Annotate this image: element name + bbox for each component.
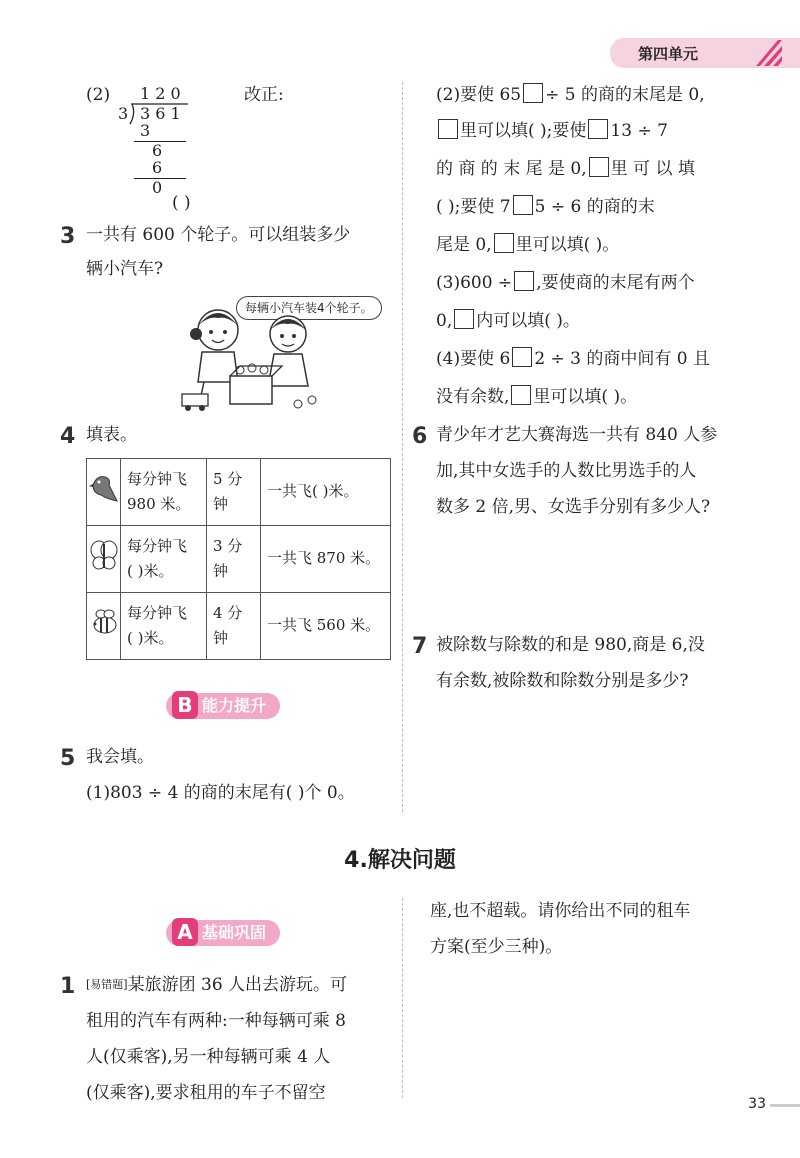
pigeon-icon (89, 471, 119, 505)
answer-box[interactable] (523, 83, 543, 103)
q5-number: 5 (60, 746, 76, 771)
cell-text: 每分钟飞 (127, 603, 188, 622)
text-span: ÷ 5 的商的末尾是 0, (545, 85, 705, 105)
cell-text: 980 米。 (127, 495, 191, 513)
page-number: 33 (748, 1096, 766, 1112)
stripe-decoration-icon (752, 36, 786, 70)
table-cell-time: 5 分钟 (207, 459, 261, 526)
answer-box[interactable] (588, 119, 608, 139)
badge-ability-improvement (166, 693, 280, 719)
q6-line3: 数多 2 倍,男、女选手分别有多少人? (436, 497, 711, 517)
text-span: 没有余数, (436, 387, 510, 407)
table-row (87, 593, 391, 660)
q3-bubble-text: 每辆小汽车装4个轮子。 (245, 301, 373, 315)
section-title: 4.解决问题 (344, 848, 456, 873)
text-span: 13 ÷ 7 (610, 121, 668, 141)
ld-row3: 6 (152, 158, 163, 177)
text-span: 里 可 以 填 (610, 159, 695, 179)
text-span: ( );要使 7 (436, 197, 511, 217)
q5-part2-line5 (436, 232, 619, 259)
unit-header-tag (610, 38, 800, 68)
page-number-bar (770, 1104, 800, 1107)
text-span: (4)要使 6 (436, 349, 511, 369)
q6-line1: 青少年才艺大赛海选一共有 840 人参 (436, 425, 718, 445)
s1-line3: 人(仅乘客),另一种每辆可乘 4 人 (86, 1047, 331, 1067)
ld-dividend: 3 6 1 (140, 104, 181, 123)
ld-divisor: 3 (118, 104, 129, 123)
q4-number: 4 (60, 424, 76, 449)
table-cell-total: 一共飞( )米。 (261, 459, 391, 526)
text-span: (3)600 ÷ (436, 273, 513, 293)
cell-text: 每分钟飞 (127, 536, 188, 555)
ld-quotient: 1 2 0 (140, 84, 181, 103)
answer-box[interactable] (438, 119, 458, 139)
q5-part4-line2 (436, 384, 637, 411)
q7-line1: 被除数与除数的和是 980,商是 6,没 (436, 635, 705, 655)
table-cell-total: 一共飞 560 米。 (261, 593, 391, 660)
table-row (87, 459, 391, 526)
q5-title: 我会填。 (86, 747, 154, 767)
q5-part2-line1 (436, 82, 705, 109)
badge-letter: A (172, 918, 198, 946)
answer-box[interactable] (513, 195, 533, 215)
q5-part1: (1)803 ÷ 4 的商的末尾有( )个 0。 (86, 783, 355, 803)
text-span: 某旅游团 36 人出去游玩。可 (127, 975, 348, 995)
answer-box[interactable] (512, 347, 532, 367)
text-span: 里可以填( )。 (533, 387, 638, 407)
badge-text: 基础巩固 (202, 923, 267, 942)
badge-basic-consolidation (166, 920, 280, 946)
bee-icon (89, 605, 119, 639)
badge-letter: B (172, 691, 198, 719)
pigeon-icon-cell (87, 459, 121, 526)
q5-part3-line2 (436, 308, 580, 335)
column-divider-bottom (402, 898, 403, 1098)
butterfly-icon (89, 538, 119, 572)
s1-line6: 方案(至少三种)。 (430, 937, 563, 957)
text-span: 的 商 的 末 尾 是 0, (436, 159, 587, 179)
q3-number: 3 (60, 224, 76, 249)
q5-part2-line3 (436, 156, 695, 183)
butterfly-icon-cell (87, 526, 121, 593)
ld-row4: 0 (152, 178, 163, 197)
table-row (87, 526, 391, 593)
text-span: 里可以填( );要使 (460, 121, 587, 141)
table-cell-rate (121, 593, 207, 660)
s1-line1 (86, 972, 347, 999)
bee-icon-cell (87, 593, 121, 660)
q5-part3-line1 (436, 270, 695, 297)
answer-box[interactable] (511, 385, 531, 405)
s1-number: 1 (60, 974, 76, 999)
answer-box[interactable] (589, 157, 609, 177)
table-cell-time: 3 分钟 (207, 526, 261, 593)
unit-title: 第四单元 (638, 45, 699, 63)
text-span: 2 ÷ 3 的商中间有 0 且 (534, 349, 711, 369)
problem2-label: (2) (86, 85, 111, 105)
answer-box[interactable] (454, 309, 474, 329)
answer-box[interactable] (514, 271, 534, 291)
q6-number: 6 (412, 424, 428, 449)
text-span: ,要使商的末尾有两个 (536, 273, 695, 293)
ld-row1: 3 (140, 121, 151, 140)
q5-part2-line2 (436, 118, 668, 145)
q5-part2-line4 (436, 194, 655, 221)
text-span: 内可以填( )。 (476, 311, 580, 331)
answer-box[interactable] (494, 233, 514, 253)
problem2-correction-label: 改正: (244, 85, 284, 105)
cell-text: ( )米。 (127, 629, 174, 647)
text-span: 5 ÷ 6 的商的末 (534, 197, 655, 217)
text-span: 0, (436, 311, 453, 331)
s1-line5: 座,也不超载。请你给出不同的租车 (430, 901, 691, 921)
kids-with-toy-cars-illustration (178, 300, 328, 412)
q7-line2: 有余数,被除数和除数分别是多少? (436, 671, 689, 691)
q4-title: 填表。 (86, 425, 137, 445)
text-span: 尾是 0, (436, 235, 492, 255)
table-cell-total: 一共飞 870 米。 (261, 526, 391, 593)
table-cell-rate (121, 459, 207, 526)
problem2-answer-paren: ( ) (172, 193, 191, 213)
s1-line4: (仅乘客),要求租用的车子不留空 (86, 1083, 326, 1103)
table-cell-rate (121, 526, 207, 593)
ld-row2: 6 (152, 141, 163, 160)
table-cell-time: 4 分钟 (207, 593, 261, 660)
q6-line2: 加,其中女选手的人数比男选手的人 (436, 461, 697, 481)
cell-text: 每分钟飞 (127, 469, 188, 488)
column-divider-top (402, 82, 403, 812)
s1-line2: 租用的汽车有两种:一种每辆可乘 8 (86, 1011, 346, 1031)
text-span: (2)要使 65 (436, 85, 522, 105)
badge-text: 能力提升 (202, 696, 267, 715)
flying-speed-table (86, 458, 391, 660)
text-span: 里可以填( )。 (515, 235, 620, 255)
q7-number: 7 (412, 634, 428, 659)
q3-line1: 一共有 600 个轮子。可以组装多少 (86, 225, 351, 245)
error-prone-tag: [易错题] (86, 978, 128, 991)
q5-part4-line1 (436, 346, 710, 373)
cell-text: ( )米。 (127, 562, 174, 580)
q3-line2: 辆小汽车? (86, 259, 164, 279)
